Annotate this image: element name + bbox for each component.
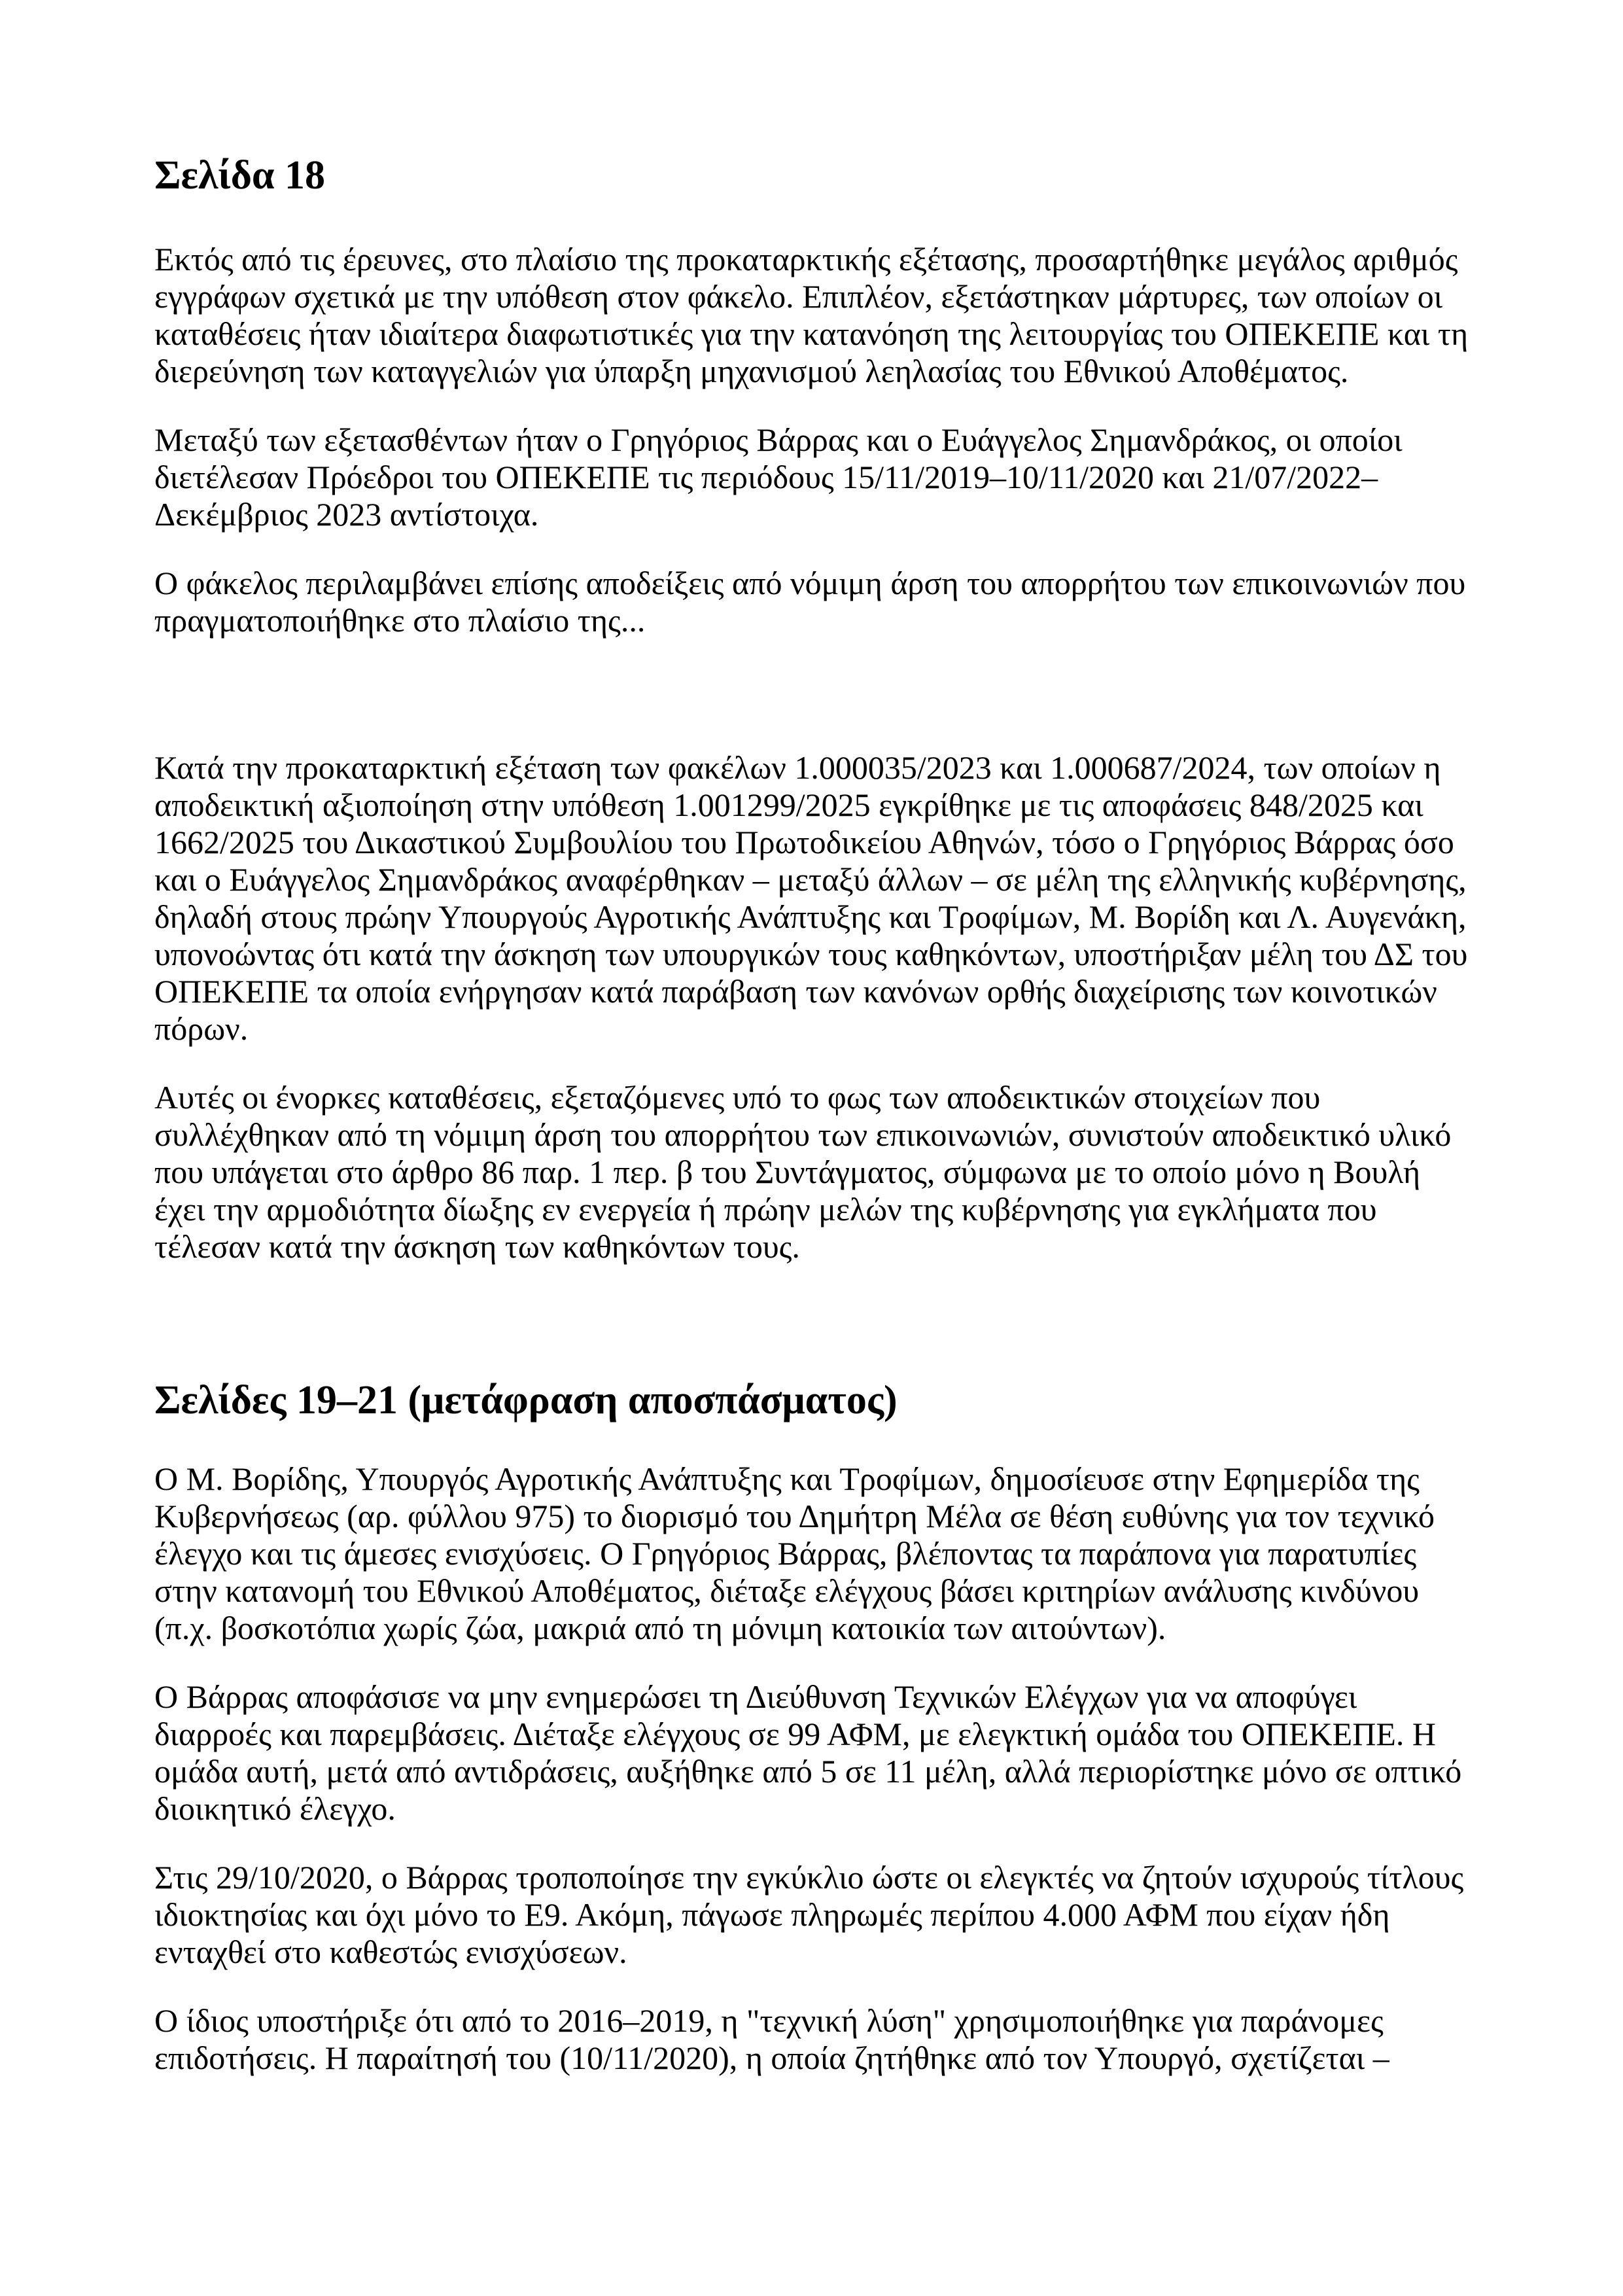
section1-paragraph-3: Ο φάκελος περιλαμβάνει επίσης αποδείξεις από νόμιμη άρση του απορρήτου των επικοινωνιών που πραγματοποιήθηκε στο πλαίσιο της... [154, 565, 1466, 639]
section2-heading: Σελίδες 19–21 (μετάφραση αποσπάσματος) [154, 1378, 898, 1422]
section1-heading: Σελίδα 18 [154, 153, 325, 198]
section1-paragraph-4: Κατά την προκαταρκτική εξέταση των φακέλων 1.000035/2023 και 1.000687/2024, των οποίων η αποδεικτική αξιοποίηση στην υπόθεση 1.001299/2025 εγκρίθηκε με τις αποφάσεις 848/2025 και 1662/2025 του Δικαστικού Συμβουλίου του Πρωτοδικείου Αθηνών, τόσο ο Γρηγόριος Βάρρας όσο και ο Ευάγγελος Σημανδράκος αναφέρθηκαν – μεταξύ άλλων – σε μέλη της ελληνικής κυβέρνησης, δηλαδή στους πρώην Υπουργούς Αγροτικής Ανάπτυξης και Τροφίμων, Μ. Βορίδη και Λ. Αυγενάκη, υπονοώντας ότι κατά την άσκηση των υπουργικών τους καθηκόντων, υποστήριξαν μέλη του ΔΣ του ΟΠΕΚΕΠΕ τα οποία ενήργησαν κατά παράβαση των κανόνων ορθής διαχείρισης των κοινοτικών πόρων. [154, 749, 1468, 1047]
section1-paragraph-2: Μεταξύ των εξετασθέντων ήταν ο Γρηγόριος Βάρρας και ο Ευάγγελος Σημανδράκος, οι οποίοι διετέλεσαν Πρόεδροι του ΟΠΕΚΕΠΕ τις περιόδους 15/11/2019–10/11/2020 και 21/07/2022–Δεκέμβριος 2023 αντίστοιχα. [154, 421, 1403, 533]
section2-paragraph-1: Ο Μ. Βορίδης, Υπουργός Αγροτικής Ανάπτυξης και Τροφίμων, δημοσίευσε στην Εφημερίδα της Κυβερνήσεως (αρ. φύλλου 975) το διορισμό του Δημήτρη Μέλα σε θέση ευθύνης για τον τεχνικό έλεγχο και τις άμεσες ενισχύσεις. Ο Γρηγόριος Βάρρας, βλέποντας τα παράπονα για παρατυπίες στην κατανομή του Εθνικού Αποθέματος, διέταξε ελέγχους βάσει κριτηρίων ανάλυσης κινδύνου (π.χ. βοσκοτόπια χωρίς ζώα, μακριά από τη μόνιμη κατοικία των αιτούντων). [154, 1460, 1435, 1646]
section1-paragraph-1: Εκτός από τις έρευνες, στο πλαίσιο της προκαταρκτικής εξέτασης, προσαρτήθηκε μεγάλος αριθμός εγγράφων σχετικά με την υπόθεση στον φάκελο. Επιπλέον, εξετάστηκαν μάρτυρες, των οποίων οι καταθέσεις ήταν ιδιαίτερα διαφωτιστικές για την κατανόηση της λειτουργίας του ΟΠΕΚΕΠΕ και τη διερεύνηση των καταγγελιών για ύπαρξη μηχανισμού λεηλασίας του Εθνικού Αποθέματος. [154, 241, 1469, 389]
section2-paragraph-4: Ο ίδιος υποστήριξε ότι από το 2016–2019, η "τεχνική λύση" χρησιμοποιήθηκε για παράνομες επιδοτήσεις. Η παραίτησή του (10/11/2020), η οποία ζητήθηκε από τον Υπουργό, σχετίζεται – [154, 2002, 1389, 2076]
section1-paragraph-5: Αυτές οι ένορκες καταθέσεις, εξεταζόμενες υπό το φως των αποδεικτικών στοιχείων που συλλέχθηκαν από τη νόμιμη άρση του απορρήτου των επικοινωνιών, συνιστούν αποδεικτικό υλικό που υπάγεται στο άρθρο 86 παρ. 1 περ. β του Συντάγματος, σύμφωνα με το οποίο μόνο η Βουλή έχει την αρμοδιότητα δίωξης εν ενεργεία ή πρώην μελών της κυβέρνησης για εγκλήματα που τέλεσαν κατά την άσκηση των καθηκόντων τους. [154, 1079, 1452, 1265]
section2-paragraph-2: Ο Βάρρας αποφάσισε να μην ενημερώσει τη Διεύθυνση Τεχνικών Ελέγχων για να αποφύγει διαρροές και παρεμβάσεις. Διέταξε ελέγχους σε 99 ΑΦΜ, με ελεγκτική ομάδα του ΟΠΕΚΕΠΕ. Η ομάδα αυτή, μετά από αντιδράσεις, αυξήθηκε από 5 σε 11 μέλη, αλλά περιορίστηκε μόνο σε οπτικό διοικητικό έλεγχο. [154, 1678, 1462, 1827]
section2-paragraph-3: Στις 29/10/2020, ο Βάρρας τροποποίησε την εγκύκλιο ώστε οι ελεγκτές να ζητούν ισχυρούς τίτλους ιδιοκτησίας και όχι μόνο το Ε9. Ακόμη, πάγωσε πληρωμές περίπου 4.000 ΑΦΜ που είχαν ήδη ενταχθεί στο καθεστώς ενισχύσεων. [154, 1859, 1464, 1970]
